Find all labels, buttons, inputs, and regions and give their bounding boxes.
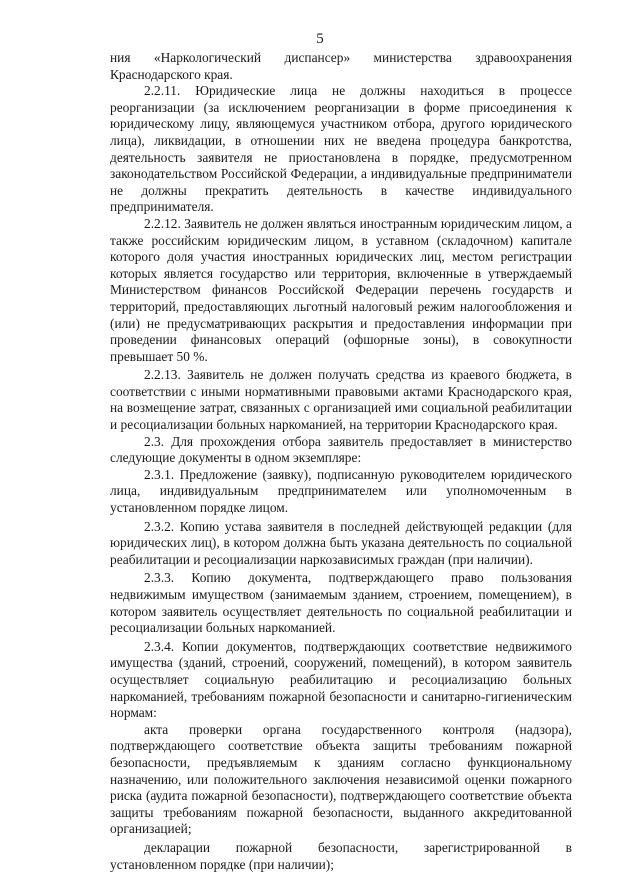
paragraph-continuation: ния «Наркологический диспансер» министерства здравоохранения Краснодарского края. xyxy=(110,50,572,82)
paragraph-2-2-13: 2.2.13. Заявитель не должен получать средства из краевого бюджета, в соответствии с иными нормативными правовыми актами Краснодарского края, на возмещение затрат, связанных с организацией ими социальной реабилитации и ресоциализации больных наркоманией, на территории Краснодарского края. xyxy=(110,367,572,433)
paragraph-fire-declaration: декларации пожарной безопасности, зарегистрированной в установленном порядке (при наличии); xyxy=(110,839,572,872)
paragraph-2-3: 2.3. Для прохождения отбора заявитель предоставляет в министерство следующие документы в одном экземпляре: xyxy=(110,433,572,466)
page-number: 5 xyxy=(316,31,324,47)
paragraph-2-2-12: 2.2.12. Заявитель не должен являться иностранным юридическим лицом, а также российским юридическим лицом, в уставном (складочном) капитале которого доля участия иностранных юридических лиц, местом регистрации которых является государство или территория, включенные в утверждаемый Министерством финансов Российской Федерации перечень государств и территорий, предоставляющих льготный налоговый режим налогообложения и (или) не предусматривающих раскрытия и предоставления информации при проведении финансовых операций (офшорные зоны), в совокупности превышает 50 %. xyxy=(110,215,572,364)
paragraph-2-3-1: 2.3.1. Предложение (заявку), подписанную руководителем юридического лица, индивидуальным предпринимателем или уполномоченным в установленном порядке лицом. xyxy=(110,466,572,516)
document-body xyxy=(110,50,572,873)
paragraph-2-3-3: 2.3.3. Копию документа, подтверждающего право пользования недвижимым имуществом (занимаемым зданием, строением, помещением), в котором заявитель осуществляет деятельность по социальной реабилитации и ресоциализации больных наркоманией. xyxy=(110,570,572,636)
paragraph-2-3-2: 2.3.2. Копию устава заявителя в последней действующей редакции (для юридических лиц), в котором должна быть указана деятельность по социальной реабилитации и ресоциализации наркозависимых граждан (при наличии). xyxy=(110,518,572,567)
paragraph-inspection-act: акта проверки органа государственного контроля (надзора), подтверждающего соответствие объекта защиты требованиям пожарной безопасности, предъявляемым к зданиям согласно функциональному назначению, или положительного заключения независимой оценки пожарного риска (аудита пожарной безопасности), подтверждающего соответствие объекта защиты требованиям пожарной безопасности, выданного аккредитованной организацией; xyxy=(110,721,572,837)
paragraph-2-2-11: 2.2.11. Юридические лица не должны находиться в процессе реорганизации (за исключением реорганизации в форме присоединения к юридическому лицу, являющемуся участником отбора, другого юридического лица), ликвидации, в отношении них не введена процедура банкротства, деятельность заявителя не приостановлена в порядке, предусмотренном законодательством Российской Федерации, а индивидуальные предприниматели не должны прекратить деятельность в качестве индивидуального предпринимателя. xyxy=(110,83,572,215)
paragraph-2-3-4: 2.3.4. Копии документов, подтверждающих соответствие недвижимого имущества (зданий, строений, сооружений, помещений), в котором заявитель осуществляет социальную реабилитацию и ресоциализацию больных наркоманией, требованиям пожарной безопасности и санитарно-гигиеническим нормам: xyxy=(110,638,572,721)
